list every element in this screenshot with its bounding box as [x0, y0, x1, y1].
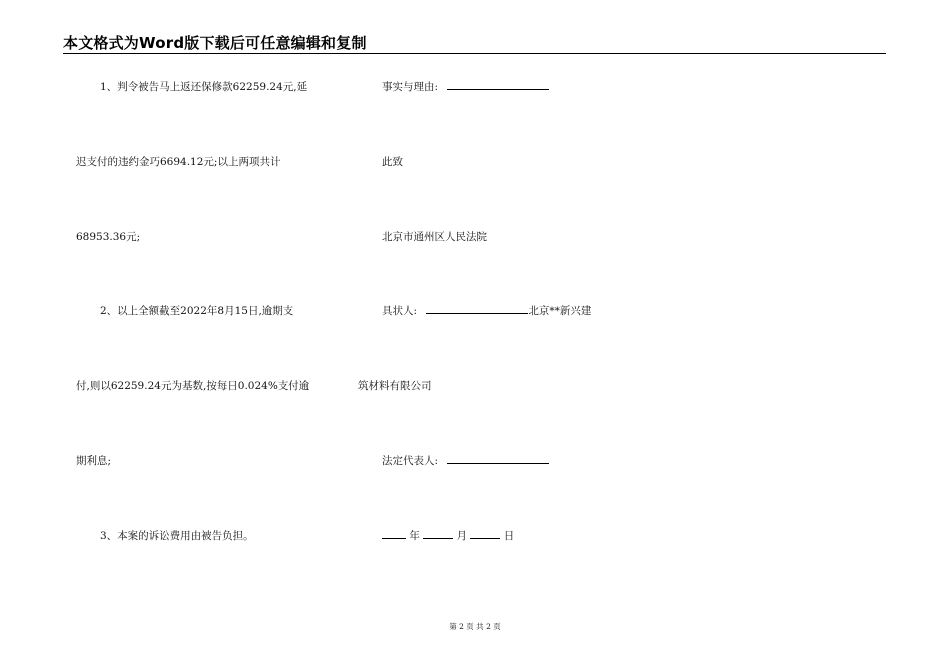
year-label: 年: [409, 530, 420, 542]
day-blank: [470, 529, 500, 539]
page-mid: 页 共: [466, 622, 484, 631]
legal-representative-line: [382, 454, 549, 468]
legal-representative-blank: [447, 454, 549, 464]
day-label: 日: [503, 530, 515, 542]
plaintiff-blank: [426, 304, 528, 314]
closing-text: 此致: [382, 156, 403, 168]
month-label: 月: [456, 530, 468, 542]
year-blank: [382, 529, 406, 539]
claim-1-line-1: 1、判令被告马上返还保修款62259.24元,延: [100, 81, 308, 93]
legal-representative-label: 法定代表人:: [382, 455, 439, 467]
plaintiff-name-part-1: 北京**新兴建: [528, 305, 592, 317]
document-header-title: 本文格式为Word版下载后可任意编辑和复制: [63, 34, 367, 52]
claim-2-line-3: 期利息;: [76, 455, 112, 467]
plaintiff-name-part-2: 筑材料有限公司: [358, 380, 432, 392]
plaintiff-label: 具状人:: [382, 305, 418, 317]
claim-3-line-1: 3、本案的诉讼费用由被告负担。: [100, 530, 254, 542]
claim-1-line-2: 迟支付的违约金巧6694.12元;以上两项共计: [76, 156, 281, 168]
page-current: 2: [459, 622, 464, 631]
page-prefix: 第: [449, 622, 457, 631]
month-blank: [423, 529, 453, 539]
page-number-footer: [0, 621, 950, 632]
page-total: 2: [486, 622, 491, 631]
page-suffix: 页: [493, 622, 501, 631]
facts-label: 事实与理由:: [382, 81, 439, 93]
facts-and-reasons-line: [382, 80, 549, 94]
court-name: 北京市通州区人民法院: [382, 231, 487, 243]
header-divider: [63, 53, 886, 54]
facts-blank: [447, 80, 549, 90]
claim-2-line-2: 付,则以62259.24元为基数,按每日0.024%支付逾: [76, 380, 310, 392]
plaintiff-line: [382, 304, 591, 318]
claim-1-line-3: 68953.36元;: [76, 231, 141, 243]
claim-2-line-1: 2、以上全额截至2022年8月15日,逾期支: [100, 305, 294, 317]
date-line: [382, 529, 514, 543]
